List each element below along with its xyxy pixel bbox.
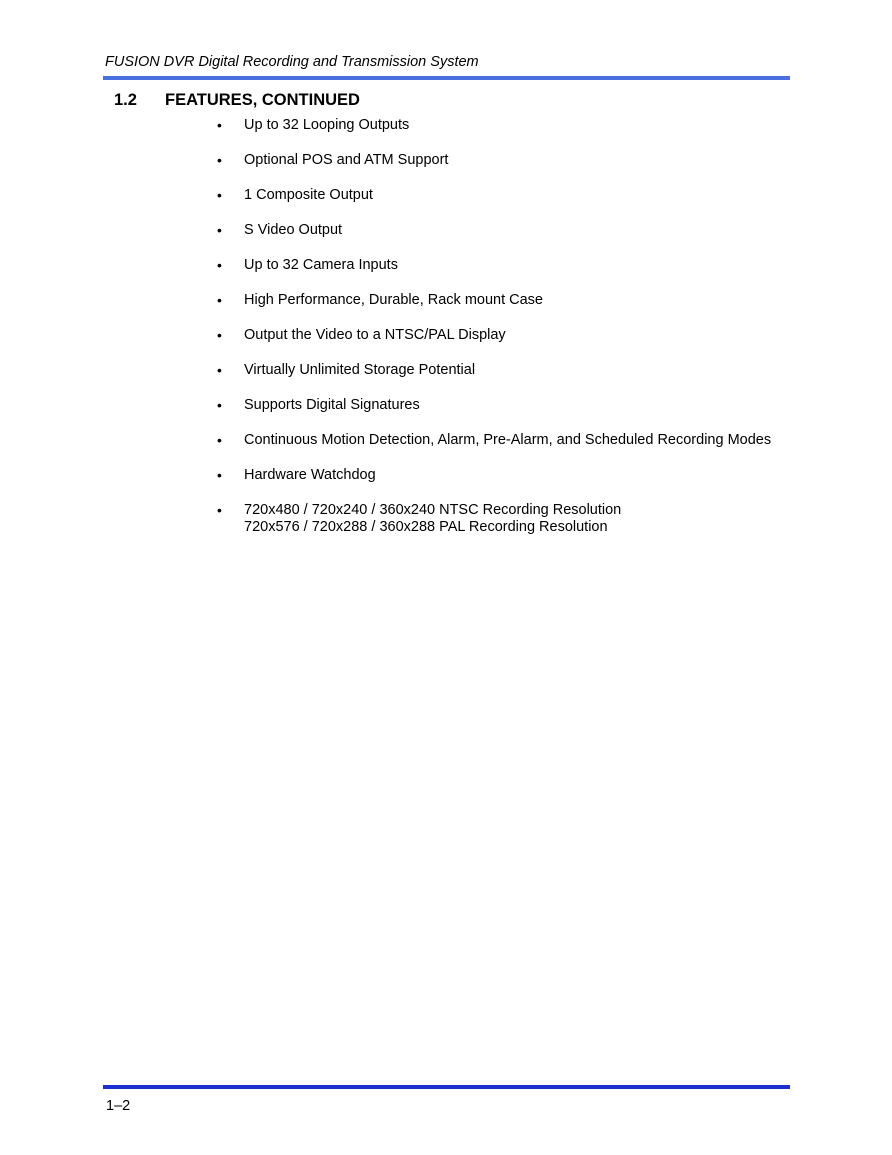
feature-list [217, 117, 787, 554]
page-number: 1–2 [106, 1098, 131, 1114]
feature-item [217, 152, 787, 169]
feature-item [217, 432, 787, 449]
feature-item [217, 502, 787, 536]
feature-text: Virtually Unlimited Storage Potential [244, 362, 476, 378]
bullet-icon: • [217, 502, 222, 518]
feature-text: Up to 32 Looping Outputs [244, 117, 410, 133]
feature-text: 720x576 / 720x288 / 360x288 PAL Recording Resolution [244, 519, 608, 535]
bullet-icon: • [217, 152, 222, 168]
feature-text: Up to 32 Camera Inputs [244, 257, 398, 273]
bullet-icon: • [217, 467, 222, 483]
feature-text: Output the Video to a NTSC/PAL Display [244, 327, 506, 343]
bullet-icon: • [217, 397, 222, 413]
section-title: FEATURES, CONTINUED [165, 91, 360, 109]
bullet-icon: • [217, 292, 222, 308]
feature-item [217, 292, 787, 309]
section-number: 1.2 [114, 91, 137, 109]
bullet-icon: • [217, 187, 222, 203]
feature-text: High Performance, Durable, Rack mount Case [244, 292, 543, 308]
page-header-title: FUSION DVR Digital Recording and Transmission System [105, 54, 479, 70]
bullet-icon: • [217, 327, 222, 343]
bullet-icon: • [217, 432, 222, 448]
feature-item [217, 327, 787, 344]
feature-item [217, 222, 787, 239]
feature-text: Continuous Motion Detection, Alarm, Pre-Alarm, and Scheduled Recording Modes [244, 432, 772, 448]
bullet-icon: • [217, 362, 222, 378]
section-heading [114, 89, 360, 111]
feature-text: S Video Output [244, 222, 343, 238]
footer-rule [103, 1085, 790, 1089]
feature-item [217, 187, 787, 204]
feature-item [217, 467, 787, 484]
feature-item [217, 362, 787, 379]
feature-item [217, 257, 787, 274]
feature-text: Supports Digital Signatures [244, 397, 420, 413]
feature-text: 720x480 / 720x240 / 360x240 NTSC Recording Resolution [244, 502, 622, 518]
feature-text: Optional POS and ATM Support [244, 152, 449, 168]
header-rule [103, 76, 790, 80]
bullet-icon: • [217, 257, 222, 273]
feature-text: 1 Composite Output [244, 187, 373, 203]
bullet-icon: • [217, 222, 222, 238]
bullet-icon: • [217, 117, 222, 133]
feature-text: Hardware Watchdog [244, 467, 376, 483]
feature-item [217, 397, 787, 414]
feature-item [217, 117, 787, 134]
